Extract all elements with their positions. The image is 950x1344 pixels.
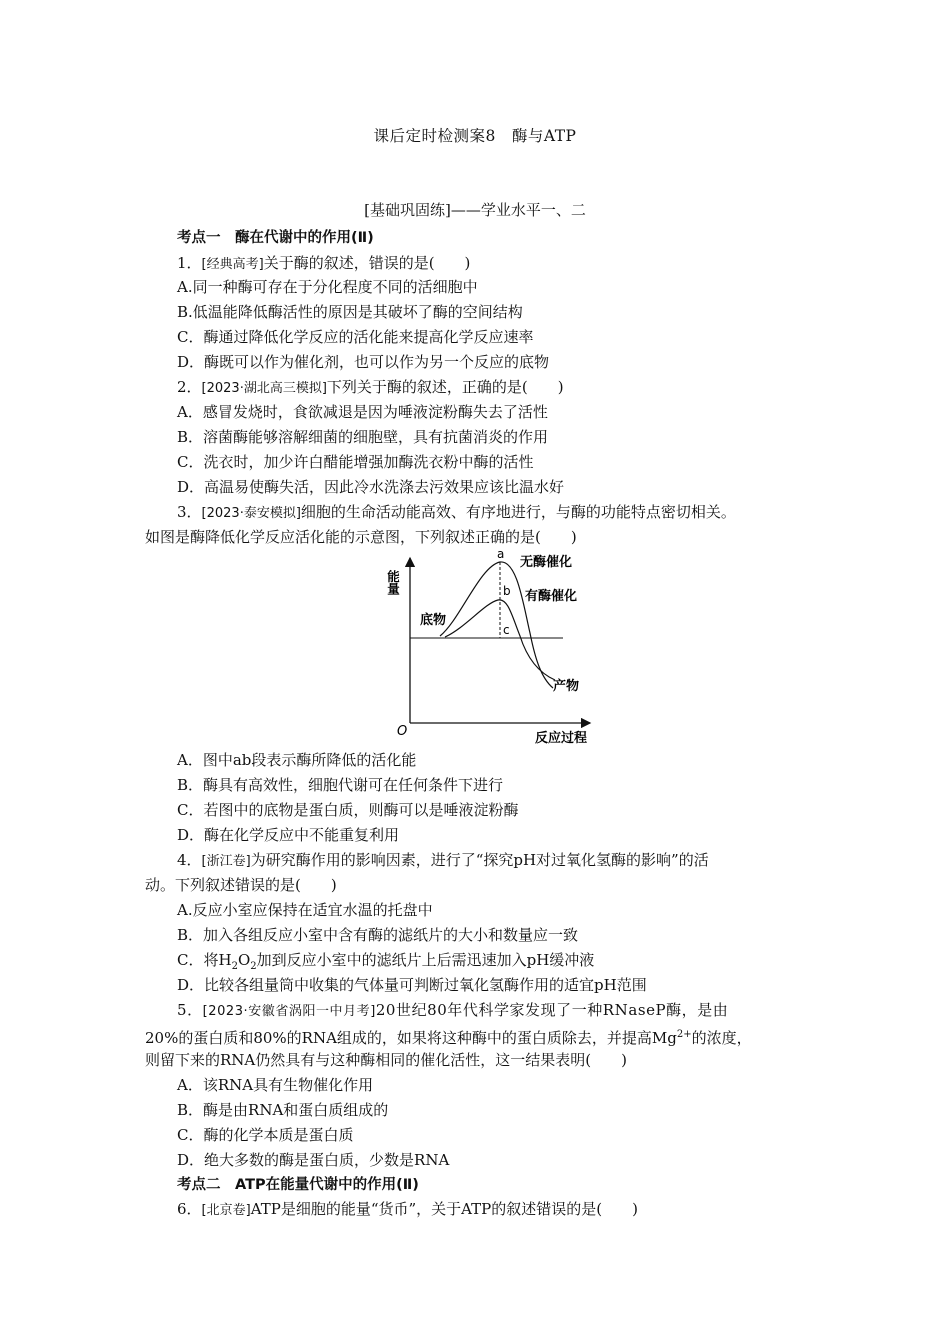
question-number: 3． — [177, 503, 202, 521]
question-1-stem — [177, 253, 470, 275]
question-number: 5． — [177, 1001, 203, 1019]
q3-option-b: B．酶具有高效性，细胞代谢可在任何条件下进行 — [177, 776, 504, 794]
question-source: [2023·安徽省涡阳一中月考] — [202, 1004, 376, 1019]
q1-option-b: B.低温能降低酶活性的原因是其破坏了酶的空间结构 — [177, 303, 523, 321]
question-number: 2． — [177, 378, 202, 396]
subscript: 2 — [250, 961, 257, 972]
q5-option-c: C．酶的化学本质是蛋白质 — [177, 1126, 354, 1144]
y-axis-label: 能量 — [385, 570, 401, 595]
section-heading-1: 考点一 酶在代谢中的作用(Ⅱ) — [177, 230, 374, 246]
substrate-label: 底物 — [420, 613, 447, 628]
point-a-label: a — [497, 548, 505, 561]
question-text: 的浓度， — [691, 1029, 752, 1047]
question-text: 关于酶的叙述，错误的是( ) — [263, 254, 471, 272]
activation-energy-figure — [385, 548, 605, 748]
section-subtitle: [基础巩固练]——学业水平一、二 — [364, 201, 586, 219]
q5-option-d: D．绝大多数的酶是蛋白质，少数是RNA — [177, 1151, 450, 1169]
subscript: 2 — [231, 961, 238, 972]
question-3-stem-line2: 如图是酶降低化学反应活化能的示意图，下列叙述正确的是( ) — [145, 528, 577, 546]
option-text: 加到反应小室中的滤纸片上后需迅速加入pH缓冲液 — [256, 951, 595, 969]
question-number: 1． — [177, 254, 202, 272]
q3-option-a: A．图中ab段表示酶所降低的活化能 — [177, 751, 417, 769]
enzyme-label: 有酶催化 — [525, 589, 578, 604]
question-source: [北京卷] — [201, 1203, 251, 1218]
question-5-stem-line3: 则留下来的RNA仍然具有与这种酶相同的催化活性，这一结果表明( ) — [145, 1051, 627, 1069]
q4-option-d: D．比较各组量筒中收集的气体量可判断过氧化氢酶作用的适宜pH范围 — [177, 976, 647, 994]
question-3-stem-line1 — [177, 502, 736, 524]
page-title: 课后定时检测案8 酶与ATP — [373, 127, 577, 145]
q5-option-b: B．酶是由RNA和蛋白质组成的 — [177, 1101, 389, 1119]
question-5-stem-line1 — [177, 1000, 728, 1022]
point-c-label: c — [503, 623, 510, 637]
q4-option-b: B．加入各组反应小室中含有酶的滤纸片的大小和数量应一致 — [177, 926, 579, 944]
option-text: O — [237, 951, 251, 969]
q3-option-c: C．若图中的底物是蛋白质，则酶可以是唾液淀粉酶 — [177, 801, 519, 819]
question-6-stem — [177, 1199, 638, 1221]
point-b-label: b — [503, 584, 511, 598]
product-label: 产物 — [553, 679, 580, 694]
q3-option-d: D．酶在化学反应中不能重复利用 — [177, 826, 400, 844]
q5-option-a: A．该RNA具有生物催化作用 — [177, 1076, 374, 1094]
question-source: [经典高考] — [201, 257, 264, 272]
q2-option-a: A．感冒发烧时，食欲减退是因为唾液淀粉酶失去了活性 — [177, 403, 548, 421]
question-4-stem-line2: 动。下列叙述错误的是( ) — [145, 876, 337, 894]
question-text: 下列关于酶的叙述，正确的是( ) — [326, 378, 564, 396]
q2-option-b: B．溶菌酶能够溶解细菌的细胞壁，具有抗菌消炎的作用 — [177, 428, 549, 446]
question-text: ATP是细胞的能量“货币”，关于ATP的叙述错误的是( ) — [250, 1200, 638, 1218]
origin-label: O — [397, 724, 408, 739]
q1-option-c: C．酶通过降低化学反应的活化能来提高化学反应速率 — [177, 328, 534, 346]
q2-option-c: C．洗衣时，加少许白醋能增强加酶洗衣粉中酶的活性 — [177, 453, 534, 471]
question-text: 20世纪80年代科学家发现了一种RNaseP酶，是由 — [375, 1001, 729, 1019]
q1-option-d: D．酶既可以作为催化剂，也可以作为另一个反应的底物 — [177, 353, 550, 371]
x-axis-label: 反应过程 — [535, 731, 588, 746]
question-5-stem-line2 — [145, 1025, 752, 1048]
curve-no-enzyme — [440, 562, 553, 688]
option-text: C．将H — [177, 951, 232, 969]
superscript: 2+ — [676, 1029, 692, 1040]
question-source: [2023·泰安模拟] — [201, 506, 301, 521]
section-heading-2: 考点二 ATP在能量代谢中的作用(Ⅱ) — [177, 1177, 419, 1193]
question-number: 6． — [177, 1200, 202, 1218]
q4-option-c — [177, 950, 594, 977]
no-enzyme-label: 无酶催化 — [520, 555, 573, 570]
question-2-stem — [177, 377, 564, 399]
question-text: 细胞的生命活动能高效、有序地进行，与酶的功能特点密切相关。 — [300, 503, 736, 521]
question-4-stem-line1 — [177, 850, 709, 872]
q1-option-a: A.同一种酶可存在于分化程度不同的活细胞中 — [177, 278, 478, 296]
question-source: [2023·湖北高三模拟] — [201, 381, 327, 396]
q2-option-d: D．高温易使酶失活，因此冷水洗涤去污效果应该比温水好 — [177, 478, 565, 496]
question-text: 20%的蛋白质和80%的RNA组成的，如果将这种酶中的蛋白质除去，并提高Mg — [145, 1029, 677, 1047]
question-text: 为研究酶作用的影响因素，进行了“探究pH对过氧化氢酶的影响”的活 — [250, 851, 709, 869]
curve-enzyme — [445, 600, 555, 680]
question-source: [浙江卷] — [201, 854, 251, 869]
question-number: 4． — [177, 851, 202, 869]
q4-option-a: A.反应小室应保持在适宜水温的托盘中 — [177, 901, 433, 919]
